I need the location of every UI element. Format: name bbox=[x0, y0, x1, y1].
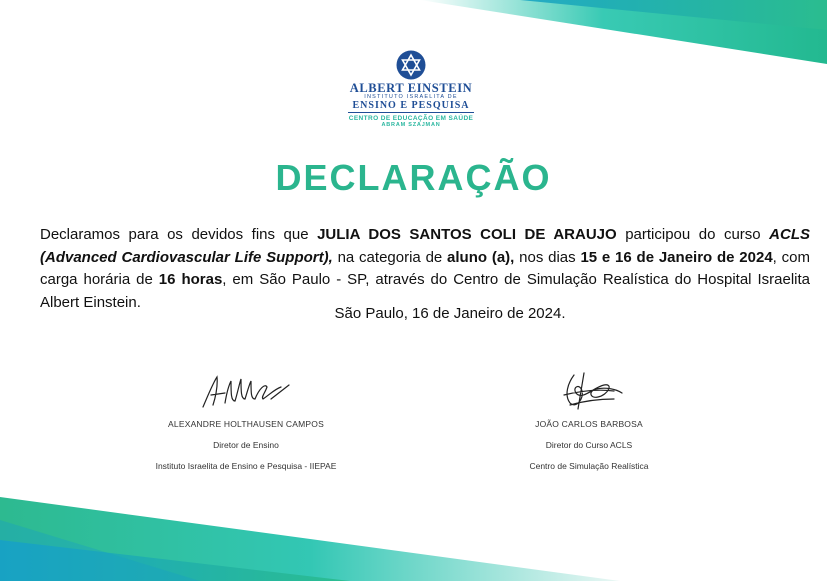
course-dates: 15 e 16 de Janeiro de 2024 bbox=[580, 248, 773, 266]
course-hours: 16 horas bbox=[158, 271, 223, 288]
body-text-segment: nos dias bbox=[514, 248, 581, 266]
logo-text-abram: ABRAM SZAJMAN bbox=[381, 122, 441, 128]
course-name: ACLS (Advanced Cardiovascular Life Support), bbox=[40, 226, 811, 266]
signer-role: Diretor de Ensino bbox=[213, 440, 279, 450]
body-text-segment: , com carga horária de bbox=[40, 248, 810, 288]
declaration-paragraph bbox=[40, 224, 810, 314]
category: aluno (a), bbox=[447, 248, 515, 266]
handwritten-signature-icon bbox=[191, 365, 301, 415]
signer-organization: Centro de Simulação Realística bbox=[529, 461, 649, 471]
body-text-segment: na categoria de bbox=[332, 248, 448, 266]
signature-block-left bbox=[116, 365, 376, 471]
document-title: DECLARAÇÃO bbox=[275, 157, 552, 198]
logo-text-name: ALBERT EINSTEIN bbox=[349, 81, 473, 95]
signer-name: JOÃO CARLOS BARBOSA bbox=[535, 419, 643, 429]
logo-text-institute: INSTITUTO ISRAELITA DE bbox=[364, 94, 458, 100]
body-text-segment: , em São Paulo - SP, através do Centro de Simulação Realística do Hospital Israelita Albert Einstein. bbox=[40, 271, 810, 311]
logo-text-ensino: ENSINO E PESQUISA bbox=[352, 100, 470, 111]
signer-role: Diretor do Curso ACLS bbox=[545, 440, 633, 450]
institution-logo bbox=[345, 50, 477, 129]
logo-divider bbox=[348, 112, 474, 113]
logo-text-centro: CENTRO DE EDUCAÇÃO EM SAÚDE bbox=[348, 115, 474, 122]
body-text-segment: participou do curso bbox=[616, 226, 770, 243]
place-and-date: São Paulo, 16 de Janeiro de 2024. bbox=[334, 305, 566, 322]
handwritten-signature-icon bbox=[534, 365, 644, 415]
signature-block-right bbox=[459, 365, 719, 471]
star-of-david-globe-icon bbox=[396, 50, 426, 80]
signer-organization: Instituto Israelita de Ensino e Pesquisa - IIEPAE bbox=[155, 461, 337, 471]
body-text-segment: Declaramos para os devidos fins que bbox=[40, 226, 318, 243]
signer-name: ALEXANDRE HOLTHAUSEN CAMPOS bbox=[168, 419, 324, 429]
student-name: JULIA DOS SANTOS COLI DE ARAUJO bbox=[317, 226, 617, 243]
